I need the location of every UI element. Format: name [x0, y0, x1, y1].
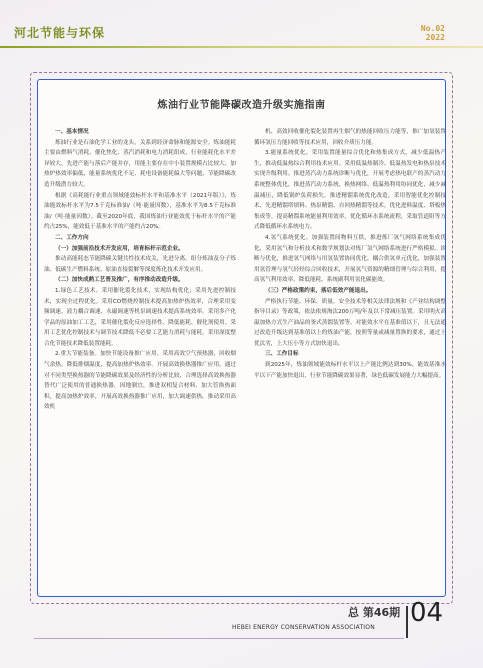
article-left-column	[44, 127, 236, 413]
page-number: 04	[410, 598, 444, 628]
page-number-separator	[406, 606, 408, 638]
section-heading: 二、工作方向	[55, 234, 89, 241]
issue-total: 总 第46期	[348, 606, 401, 619]
body-paragraph: 2.重大节能装备。加快节能设备推广应用。采用高效空气预热器，回收烟气余热，降低排烟温度，提高加热炉热效率。开展高效换热器推广应用，通过对不同类型换热器的节能降碳效果及经济性的分析比较，合理选择高效换热器替代广泛使用的普通换热器，因地制宜，推进双相复合材料、加大管换热面积，提高加热炉效率，开展高效换热器推广应用，加大调速供热。推动采用高效机	[44, 351, 236, 411]
footer-divider	[34, 638, 404, 639]
article-title: 炼油行业节能降碳改造升级实施指南	[157, 100, 326, 111]
body-paragraph: 机、高效回收催化裂化装置再生烟气的热能回收压力能等，推广加氢装置循环氢压力能回收等技术应用，回收介质压力能。	[254, 129, 446, 146]
header-divider	[0, 46, 483, 48]
body-paragraph: 推动高能耗态节能降碳关键共性技术攻关，先进分离、组分炼油及分子炼油、低碳生产燃料系统、原油直接裂解等深度炼化技术开发应用。	[44, 256, 236, 273]
association-name: HEBEI ENERGY CONSERVATION ASSOCIATION	[232, 624, 375, 631]
body-paragraph: 4.氢气系统优化。加强装置间物料互供，推进炼厂氢气网络系统集成优化，采用氢气和分析技术和数学规划法对炼厂氢气网络系统进行严格模拟、诊断与优化，推进氢气网络与用氢装置协同优化，耦合供氢单元优化，加强装置用氢管理与氢气轻烃综合回收技术，开展氢气资源的精细管理与综合利用，提高氢气利用效率，降低能耗、系统副利用氢化碳能效。	[254, 234, 446, 284]
body-paragraph: 3.能量系统优化。采用装置能量综合优化和热集成方式，减少低温热产生，推动低温热综合利用技术应用。采用低温热制冷、低温热发电和热泵技术实现升级利用。推进蒸汽动力系统诊断与优化，开展考虑热电联产的蒸汽动力系统整体优化，推进蒸汽动力系统、换热网络、低温热利用协同优化，减少减温减压，降低锅炉负荷损失。推进精馏系统优化改造，采用智能优化控制技术、先进精馏塔填料、热泵精馏、自回热精馏等技术。优化进料温度、塔板热集成等，提高精馏系统能量利用效率。优化循环水系统流程，采取管道阻等方式降低循环水系统电力。	[254, 150, 446, 231]
body-paragraph: 炼油行业是石油化学工业的龙头，关系到经济命脉和能源安全。炼油能耗主要由燃料气消耗、催化焦化、蒸汽消耗和电力消耗组成，行业能耗化水平差异较大，先进产能与落后产能并存，用能主要存在中小装置规模占比较大、加热炉热效率偏低、能量系统优化不足、耗电设备能耗偏大等问题，节能降碳改造升级潜力较大。	[44, 139, 236, 188]
magazine-name: 河北节能与环保	[14, 26, 106, 40]
body-paragraph: 严格执行节能、环保、质量、安全技术等相关法律法规和《产业结构调整指导目录》等政策，依法依规淘汰200万吨/年及以下常减压装置。采用明火高温加热方式生产油品的釜式蒸馏装置等。对能效水平在基准值以下，且无法通过改造升级达到基准值以上的炼油产能，按照等量或减量置换的要求，通过上优汰劣，上大压小等方式加快退出。	[254, 298, 446, 347]
body-paragraph: 根据《高耗能行业重点领域能效标杆水平和基准水平（2021年版）》，炼油能效标杆水平为7.5千克标准油/（吨·能量因数），基准水平为8.5千克标准油/（吨·能量因数）。截至2020年底，我国炼油行业能效优于标杆水平的产能约占25%，能效低于基准水平的产能约占20%。	[44, 192, 236, 231]
section-heading: （一）加强前沿技术开发应用，培育标杆示范企业。	[55, 245, 184, 252]
section-heading: （三）严格政策约束，落后低效产能退出。	[265, 287, 372, 294]
body-paragraph: 1.绿色工艺技术。采用催化裂化技术，实现结构优化；采用先进控制技术，实现全过程优化。采用CO燃烧控制技术提高加热炉热效率，合理采用变频调速、液力耦合调速、永磁调速等机泵调速技术提高系统效率。采用多产化学品的原油加工工艺，采用催化裂化反应选择性、降低能耗、催化剂使用。采用工艺优化控制技术与调节技术降低不必要工艺能力消耗与能耗。采用深度整合化节能技术降低装置能耗。	[44, 287, 236, 347]
section-heading: 三、工作目标	[265, 351, 299, 358]
issue-year: 2022	[425, 33, 445, 42]
issue-info	[421, 24, 445, 42]
section-heading: 一、基本情况	[55, 129, 89, 135]
issue-number: No.02	[420, 24, 445, 33]
body-paragraph: 到2025年，炼油领域能效标杆水平以上产能比例达到30%，能效基准水平以下产能加快退出，行业节能降碳效果显著，绿色低碳发展能力大幅提高。	[254, 362, 446, 379]
article-right-column	[254, 127, 446, 381]
section-heading: （二）加快成熟工艺普及推广，有序推动改造升级。	[55, 277, 184, 284]
page-header	[0, 0, 483, 52]
